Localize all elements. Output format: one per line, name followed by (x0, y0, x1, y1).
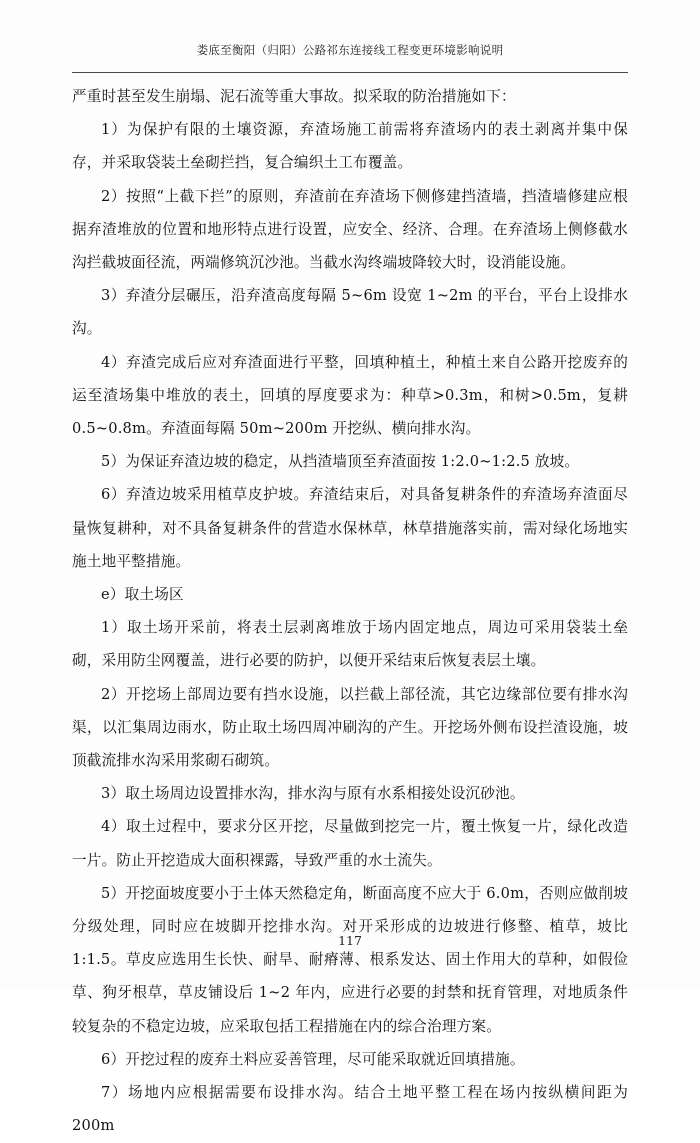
document-body (72, 80, 628, 1143)
paragraph: 3）取土场周边设置排水沟，排水沟与原有水系相接处设沉砂池。 (101, 785, 525, 803)
page-number: 117 (338, 933, 362, 948)
paragraph: 5）为保证弃渣边坡的稳定，从挡渣墙顶至弃渣面按 1:2.0~1:2.5 放坡。 (101, 453, 580, 471)
paragraph: 6）开挖过程的废弃土料应妥善管理，尽可能采取就近回填措施。 (101, 1050, 525, 1068)
section-heading: e）取土场区 (101, 586, 184, 604)
paragraph: 6）弃渣边坡采用植草皮护坡。弃渣结束后，对具备复耕条件的弃渣场弃渣面尽量恢复耕种，对不具备复耕条件的营造水保林草，林草措施落实前，需对绿化场地实施土地平整措施。 (72, 486, 628, 570)
paragraph: 1）取土场开采前，将表土层剥离堆放于场内固定地点，周边可采用袋装土垒砌，采用防尘网覆盖，进行必要的防护，以便开采结束后恢复表层土壤。 (72, 619, 628, 670)
paragraph: 4）取土过程中，要求分区开挖，尽量做到挖完一片，覆土恢复一片，绿化改造一片。防止开挖造成大面积裸露，导致严重的水土流失。 (72, 818, 628, 869)
paragraph: 5）开挖面坡度要小于土体天然稳定角，断面高度不应大于 6.0m，否则应做削坡分级处理，同时应在坡脚开挖排水沟。对开采形成的边坡进行修整、植草，坡比 1:1.5。草皮应选用生长快、耐旱、耐瘠薄、根系发达、固土作用大的草种，如假俭草、狗牙根草，草皮铺设后 1~2 年内，应进行必要的封禁和抚育管理，对地质条件较复杂的不稳定边坡，应采取包括工程措施在内的综合治理方案。 (72, 884, 628, 1035)
header-divider (72, 72, 628, 73)
paragraph: 7）场地内应根据需要布设排水沟。结合土地平整工程在场内按纵横间距为 200m (72, 1084, 628, 1135)
paragraph: 1）为保护有限的土壤资源，弃渣场施工前需将弃渣场内的表土剥离并集中保存，并采取袋装土垒砌拦挡，复合编织土工布覆盖。 (72, 121, 628, 172)
paragraph: 2）按照“上截下拦”的原则，弃渣前在弃渣场下侧修建挡渣墙，挡渣墙修建应根据弃渣堆放的位置和地形特点进行设置，应安全、经济、合理。在弃渣场上侧修截水沟拦截坡面径流，两端修筑沉沙池。当截水沟终端坡降较大时，设消能设施。 (72, 187, 628, 272)
page-header: 娄底至衡阳（归阳）公路祁东连接线工程变更环境影响说明 (196, 43, 504, 57)
paragraph: 严重时甚至发生崩塌、泥石流等重大事故。拟采取的防治措施如下： (72, 88, 516, 105)
paragraph: 4）弃渣完成后应对弃渣面进行平整，回填种植土，种植土来自公路开挖废弃的运至渣场集中堆放的表土，回填的厚度要求为：种草>0.3m，和树>0.5m，复耕 0.5~0.8m。弃渣面每隔 50m~200m 开挖纵、横向排水沟。 (72, 353, 628, 438)
paragraph: 3）弃渣分层碾压，沿弃渣高度每隔 5~6m 设宽 1~2m 的平台，平台上设排水沟。 (72, 287, 628, 338)
paragraph: 2）开挖场上部周边要有挡水设施，以拦截上部径流，其它边缘部位要有排水沟渠，以汇集周边雨水，防止取土场四周冲刷沟的产生。开挖场外侧布设拦渣设施，坡顶截流排水沟采用浆砌石砌筑。 (72, 685, 628, 770)
